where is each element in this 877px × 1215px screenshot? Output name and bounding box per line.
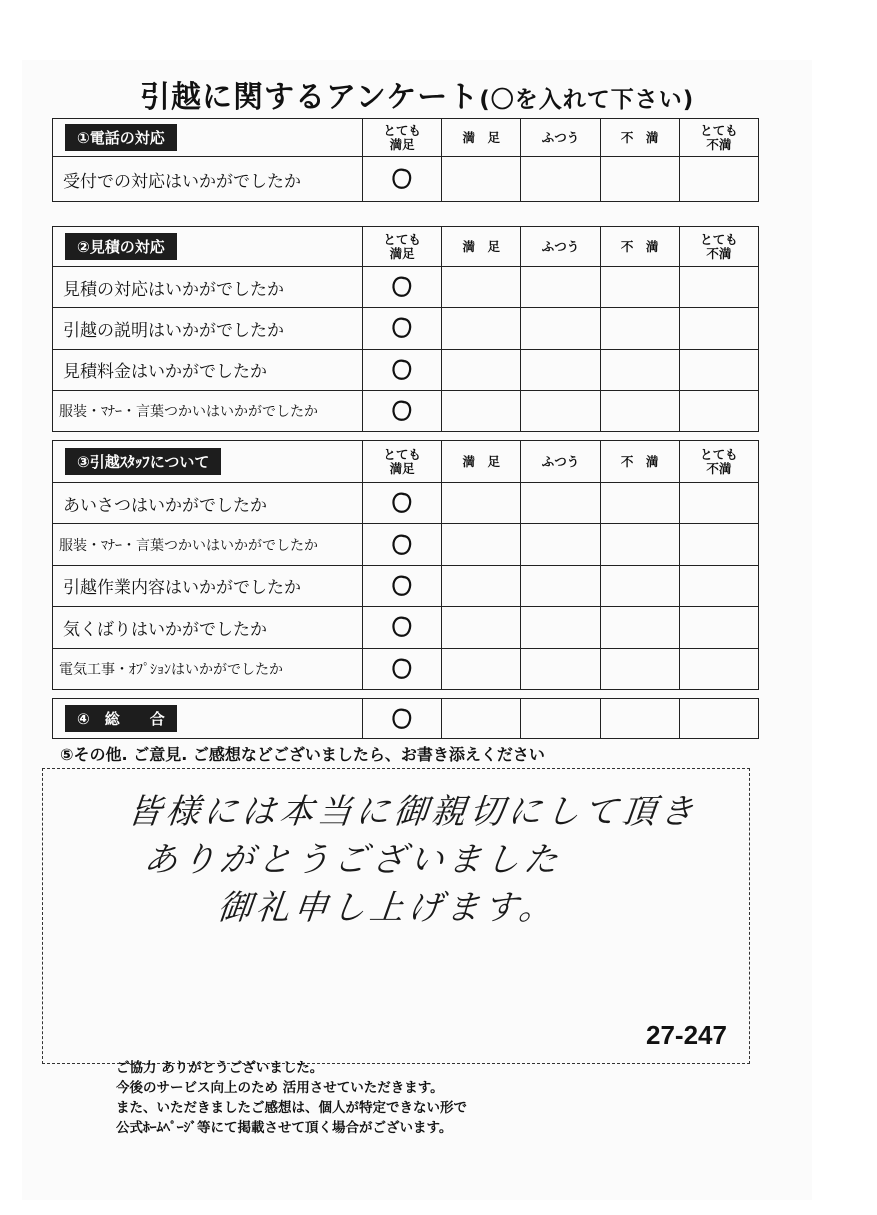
comment-line: ありがとうございました <box>141 840 564 880</box>
rating-cell[interactable] <box>600 565 679 606</box>
title-sub: (〇を入れて下さい) <box>479 87 695 113</box>
circle-mark-icon <box>388 655 416 683</box>
circle-mark-icon <box>388 531 416 559</box>
circle-mark-icon <box>388 165 416 193</box>
rating-cell[interactable] <box>442 648 521 689</box>
rating-cell[interactable] <box>600 349 679 390</box>
question-text: 服装・ﾏﾅｰ・言葉つかいはいかがでしたか <box>53 524 363 565</box>
comment-line: 皆様には本当に御親切にして頂き <box>125 792 700 832</box>
question-row <box>53 267 759 308</box>
rating-header: ふつう <box>521 227 600 267</box>
rating-cell[interactable] <box>521 565 600 606</box>
rating-cell[interactable] <box>600 267 679 308</box>
rating-cell[interactable] <box>442 308 521 349</box>
section-label: ①電話の対応 <box>65 124 177 151</box>
rating-cell[interactable] <box>442 483 521 524</box>
circle-mark-icon <box>388 613 416 641</box>
survey-title <box>140 72 694 116</box>
rating-cell[interactable] <box>600 157 679 202</box>
rating-cell[interactable] <box>679 308 758 349</box>
rating-cell[interactable] <box>363 648 442 689</box>
rating-cell[interactable] <box>363 390 442 431</box>
rating-cell[interactable] <box>442 267 521 308</box>
question-text: あいさつはいかがでしたか <box>53 483 363 524</box>
circle-mark-icon <box>388 397 416 425</box>
rating-cell[interactable] <box>363 267 442 308</box>
question-text: 見積料金はいかがでしたか <box>53 349 363 390</box>
rating-cell[interactable] <box>679 699 758 739</box>
rating-header: とても 満足 <box>363 119 442 157</box>
rating-cell[interactable] <box>442 565 521 606</box>
question-row <box>53 524 759 565</box>
question-row <box>53 648 759 689</box>
rating-cell[interactable] <box>600 390 679 431</box>
title-main: 引越に関するアンケート <box>140 80 480 115</box>
rating-cell[interactable] <box>521 349 600 390</box>
rating-cell[interactable] <box>521 157 600 202</box>
rating-cell[interactable] <box>679 390 758 431</box>
rating-cell[interactable] <box>442 349 521 390</box>
rating-header: 満 足 <box>442 441 521 483</box>
question-text: 電気工事・ｵﾌﾟｼｮﾝはいかがでしたか <box>53 648 363 689</box>
rating-cell[interactable] <box>521 267 600 308</box>
survey-table-2 <box>52 226 759 432</box>
question-row <box>53 483 759 524</box>
rating-cell[interactable] <box>679 565 758 606</box>
section-label-cell <box>53 699 363 739</box>
footer-notice <box>116 1058 467 1138</box>
rating-cell[interactable] <box>679 157 758 202</box>
rating-cell[interactable] <box>363 565 442 606</box>
section-label: ②見積の対応 <box>65 233 177 260</box>
rating-header: ふつう <box>521 119 600 157</box>
section-label: ③引越ｽﾀｯﾌについて <box>65 448 221 475</box>
rating-header: とても 不満 <box>679 119 758 157</box>
circle-mark-icon <box>388 572 416 600</box>
question-text: 見積の対応はいかがでしたか <box>53 267 363 308</box>
rating-cell[interactable] <box>521 699 600 739</box>
question-text: 引越の説明はいかがでしたか <box>53 308 363 349</box>
question-row <box>53 157 759 202</box>
footer-line: 公式ﾎｰﾑﾍﾟｰｼﾞ等にて掲載させて頂く場合がございます。 <box>116 1120 453 1136</box>
rating-cell[interactable] <box>363 308 442 349</box>
question-text: 服装・ﾏﾅｰ・言葉つかいはいかがでしたか <box>53 390 363 431</box>
survey-table-3 <box>52 440 759 690</box>
rating-cell[interactable] <box>679 483 758 524</box>
survey-table-1 <box>52 118 759 202</box>
rating-cell[interactable] <box>679 607 758 648</box>
section-label: ④ 総 合 <box>65 705 177 732</box>
question-text: 気くばりはいかがでしたか <box>53 607 363 648</box>
rating-cell[interactable] <box>679 524 758 565</box>
rating-cell[interactable] <box>600 483 679 524</box>
question-row <box>53 390 759 431</box>
comment-line: 御礼申し上げます。 <box>215 888 560 928</box>
rating-cell[interactable] <box>363 349 442 390</box>
question-row <box>53 565 759 606</box>
rating-cell[interactable] <box>363 157 442 202</box>
form-code: 27-247 <box>646 1020 727 1050</box>
survey-table-4 <box>52 698 759 739</box>
rating-cell[interactable] <box>442 607 521 648</box>
rating-header: 不 満 <box>600 119 679 157</box>
rating-cell[interactable] <box>442 157 521 202</box>
rating-header: ふつう <box>521 441 600 483</box>
rating-cell[interactable] <box>442 699 521 739</box>
rating-cell[interactable] <box>442 524 521 565</box>
footer-line: ご協力 ありがとうございました。 <box>116 1060 324 1076</box>
rating-header: とても 満足 <box>363 441 442 483</box>
rating-cell[interactable] <box>679 267 758 308</box>
rating-cell[interactable] <box>521 648 600 689</box>
rating-cell[interactable] <box>521 308 600 349</box>
section-label-cell <box>53 227 363 267</box>
circle-mark-icon <box>388 705 416 733</box>
rating-header: 満 足 <box>442 227 521 267</box>
comments-heading: ⑤その他. ご意見. ご感想などございましたら、お書き添えください <box>60 745 545 764</box>
rating-cell[interactable] <box>600 699 679 739</box>
rating-header: とても 不満 <box>679 227 758 267</box>
question-row <box>53 607 759 648</box>
rating-cell[interactable] <box>600 607 679 648</box>
rating-cell[interactable] <box>600 648 679 689</box>
circle-mark-icon <box>388 356 416 384</box>
rating-cell[interactable] <box>363 483 442 524</box>
rating-header: 満 足 <box>442 119 521 157</box>
rating-cell[interactable] <box>521 483 600 524</box>
question-text: 受付での対応はいかがでしたか <box>53 157 363 202</box>
section-label-cell <box>53 119 363 157</box>
rating-cell[interactable] <box>600 524 679 565</box>
footer-line: また、いただきましたご感想は、個人が特定できない形で <box>116 1100 467 1116</box>
rating-cell[interactable] <box>521 607 600 648</box>
rating-cell[interactable] <box>442 390 521 431</box>
rating-header: 不 満 <box>600 441 679 483</box>
circle-mark-icon <box>388 314 416 342</box>
rating-cell[interactable] <box>679 648 758 689</box>
rating-cell[interactable] <box>600 308 679 349</box>
rating-header: 不 満 <box>600 227 679 267</box>
rating-cell[interactable] <box>363 607 442 648</box>
footer-line: 今後のサービス向上のため 活用させていただきます。 <box>116 1080 444 1096</box>
question-text: 引越作業内容はいかがでしたか <box>53 565 363 606</box>
rating-cell[interactable] <box>521 524 600 565</box>
rating-header: とても 満足 <box>363 227 442 267</box>
section-label-cell <box>53 441 363 483</box>
rating-cell[interactable] <box>363 524 442 565</box>
question-row <box>53 308 759 349</box>
rating-cell[interactable] <box>363 699 442 739</box>
rating-cell[interactable] <box>521 390 600 431</box>
circle-mark-icon <box>388 273 416 301</box>
rating-cell[interactable] <box>679 349 758 390</box>
circle-mark-icon <box>388 489 416 517</box>
question-row <box>53 349 759 390</box>
rating-header: とても 不満 <box>679 441 758 483</box>
